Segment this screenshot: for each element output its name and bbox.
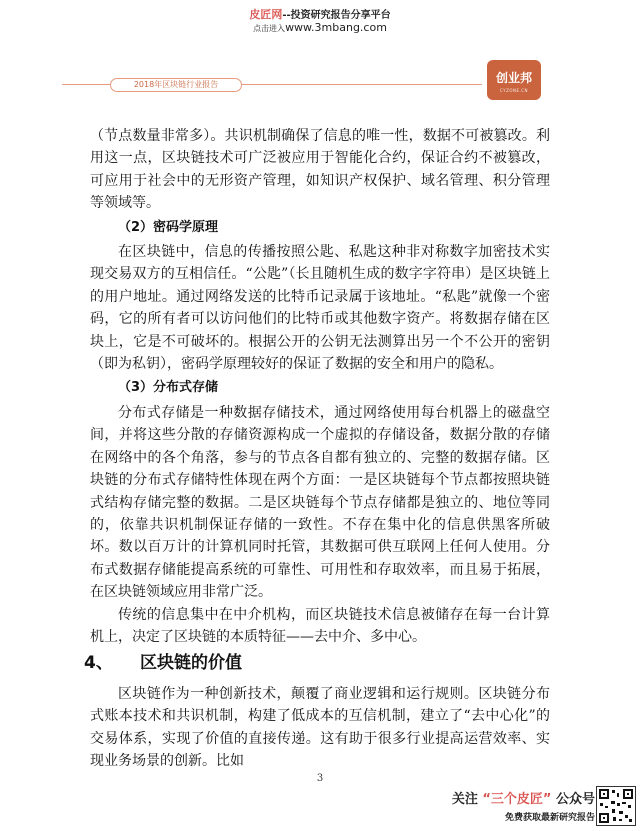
banner-url[interactable]: www.3mbang.com [285,21,387,34]
logo-subtext: CYZONE.CN [499,88,529,93]
paragraph-distributed-storage: 分布式存储是一种数据存储技术，通过网络使用每台机器上的磁盘空间，并将这些分散的存储资源构成一个虚拟的存储设备，数据分散的存储在网络中的各个角落，参与的节点各自都有独立的、完整的数据存储。区块链的分布式存储特性体现在两个方面：一是区块链每个节点都按照块链式结构存储完整的数据。二是区块链每个节点存储都是独立的、地位等同的，依靠共识机制保证存储的一致性。不存在集中化的信息供黑客所破坏。数以百万计的计算机同时托管，其数据可供互联网上任何人使用。分布式数据存储能提高系统的可靠性、可用性和存取效率，而且易于拓展，在区块链领域应用非常广泛。 [90,404,550,601]
promo-suffix: 公众号 [555,792,595,807]
paragraph-cryptography: 在区块链中，信息的传播按照公匙、私匙这种非对称数字加密技术实现交易双方的互相信任。“公匙”（长且随机生成的数字字符串）是区块链上的用户地址。通过网络发送的比特币记录属于该地址。“私匙”就像一个密码，它的所有者可以访问他们的比特币或其他数字资产。将数据存储在区块上，它是不可破坏的。根据公开的公钥无法测算出另一个不公开的密钥（即为私钥），密码学原理较好的保证了数据的安全和用户的隐私。 [90,244,550,373]
cyzone-logo [487,60,541,100]
banner-tagline: --投资研究报告分享平台 [282,10,391,21]
banner-link-row[interactable] [0,21,640,34]
banner-prefix: 点击进入 [253,24,286,33]
banner-brand: 皮匠网 [249,8,283,21]
section-title: 区块链的价值 [140,653,242,674]
promo-line1 [425,788,595,807]
paragraph-intro: （节点数量非常多）。共识机制确保了信息的唯一性，数据不可被篡改。利用这一点，区块链技术可广泛被应用于智能化合约，保证合约不被篡改，可应用于社会中的无形资产管理，如知识产权保护、域名管理、积分管理等领域等。 [90,128,550,212]
subheading-distributed-storage: （3）分布式存储 [118,380,219,396]
section-heading [84,652,550,674]
footer-promo [425,788,595,823]
promo-prefix: 关注 [451,792,478,807]
top-banner [0,0,640,44]
paragraph-value: 区块链作为一种创新技术，颠覆了商业逻辑和运行规则。区块链分布式账本技术和共识机制，构建了低成本的互信机制，建立了“去中心化”的交易体系，实现了价值的直接传递。这有助于很多行业提高运营效率、实现业务场景的创新。比如 [90,685,550,769]
qr-code-icon [596,786,636,826]
subheading-cryptography: （2）密码学原理 [118,219,219,235]
page-number: 3 [316,773,324,784]
section-number: 4、 [84,653,113,674]
paragraph-traditional: 传统的信息集中在中介机构，而区块链技术信息被储存在每一台计算机上，决定了区块链的本质特征——去中介、多中心。 [90,606,550,645]
banner-tagline-row [0,6,640,22]
promo-line2: 免费获取最新研究报告 [504,813,595,823]
promo-highlight: “三个皮匠” [482,792,552,807]
logo-text: 创业邦 [495,71,532,85]
report-title: 2018年区块链行业报告 [110,78,242,92]
document-body [84,125,550,772]
